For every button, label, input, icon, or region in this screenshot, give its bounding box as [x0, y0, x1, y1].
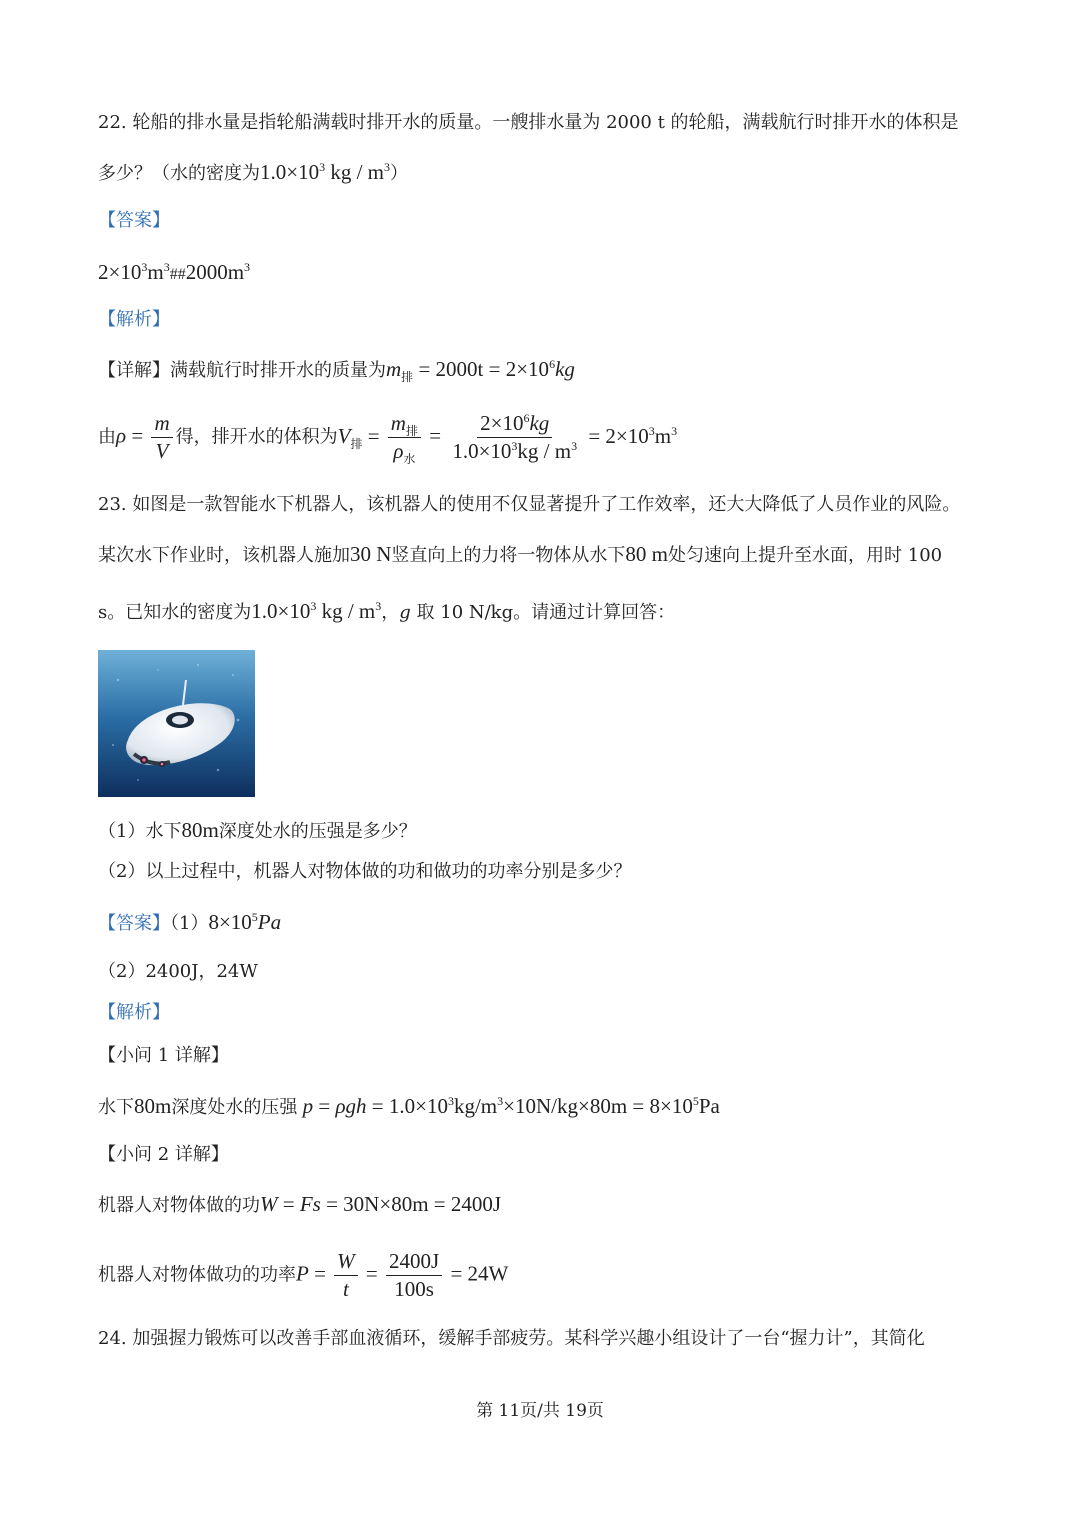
q22-analysis-tag: 【解析】: [98, 309, 170, 330]
q24-line1: 24. 加强握力锻炼可以改善手部血液循环，缓解手部疲劳。某科学兴趣小组设计了一台“握力计”，其简化: [98, 1328, 925, 1349]
q23-answer1: 【答案】$(1)8\times 10^5Pa$: [98, 910, 282, 934]
q23-power-formula: 机器人对物体做功的功率P = $\frac{W}{t}$ = $\frac{2400J}{100s}$ = 24W: [98, 1249, 509, 1302]
q22-detail: 【详解】满载航行时排开水的质量为$m_排 = 2000t = 2\times 10^6kg$: [98, 357, 575, 385]
underwater-robot-photo: [98, 650, 255, 797]
q23-pressure-formula: 水下80m深度处水的压强 $p = \rho gh = 1.0\times 10^3kg/m^3\times 10N/kg\times 80m = 8\times 10^5Pa$: [98, 1094, 720, 1118]
q22-answer-tag: 【答案】: [98, 210, 170, 231]
q23-line2: 某次水下作业时，该机器人施加30 N竖直向上的力将一物体从水下80 m处匀速向上提升至水面，用时 100: [98, 542, 943, 566]
q23-sub2: （2）以上过程中，机器人对物体做的功和做功的功率分别是多少？: [98, 861, 632, 882]
q22-line1: 22. 轮船的排水量是指轮船满载时排开水的质量。一艘排水量为 2000 t 的轮船，满载航行时排开水的体积是: [98, 112, 959, 133]
q23-part2-tag: 【小问 2 详解】: [98, 1144, 229, 1165]
q23-part1-tag: 【小问 1 详解】: [98, 1045, 229, 1066]
q22-answer: $2\times 10^3m^3\#\#2000m^3$: [98, 260, 251, 284]
q23-line1: 23. 如图是一款智能水下机器人，该机器人的使用不仅显著提升了工作效率，还大大降低了人员作业的风险。: [98, 494, 961, 515]
page-footer: 第 11页/共 19页: [476, 1401, 604, 1421]
q23-analysis-tag: 【解析】: [98, 1002, 170, 1023]
q23-answer2: （2）2400J，24W: [98, 961, 258, 982]
q22-line2: 多少？（水的密度为$1.0\times 10^3$ kg / $m^3$）: [98, 160, 409, 184]
q23-sub1: （1）水下80m深度处水的压强是多少？: [98, 818, 417, 842]
q22-volume-formula: 由ρ = $\frac{m}{V}$ 得，排开水的体积为$V_排$ = $\frac{m_排}{\rho_水}$ = $\frac{2\times 10^6kg}{1.0\times 10^3kg / m^3}$ = $2\times 10^3m^3$: [98, 411, 678, 467]
q23-line3: s。已知水的密度为$1.0\times 10^3$ kg / $m^3$，g 取 10 N/kg。请通过计算回答：: [98, 599, 676, 623]
q23-work-formula: 机器人对物体做的功W = Fs = 30N×80m = 2400J: [98, 1192, 502, 1216]
